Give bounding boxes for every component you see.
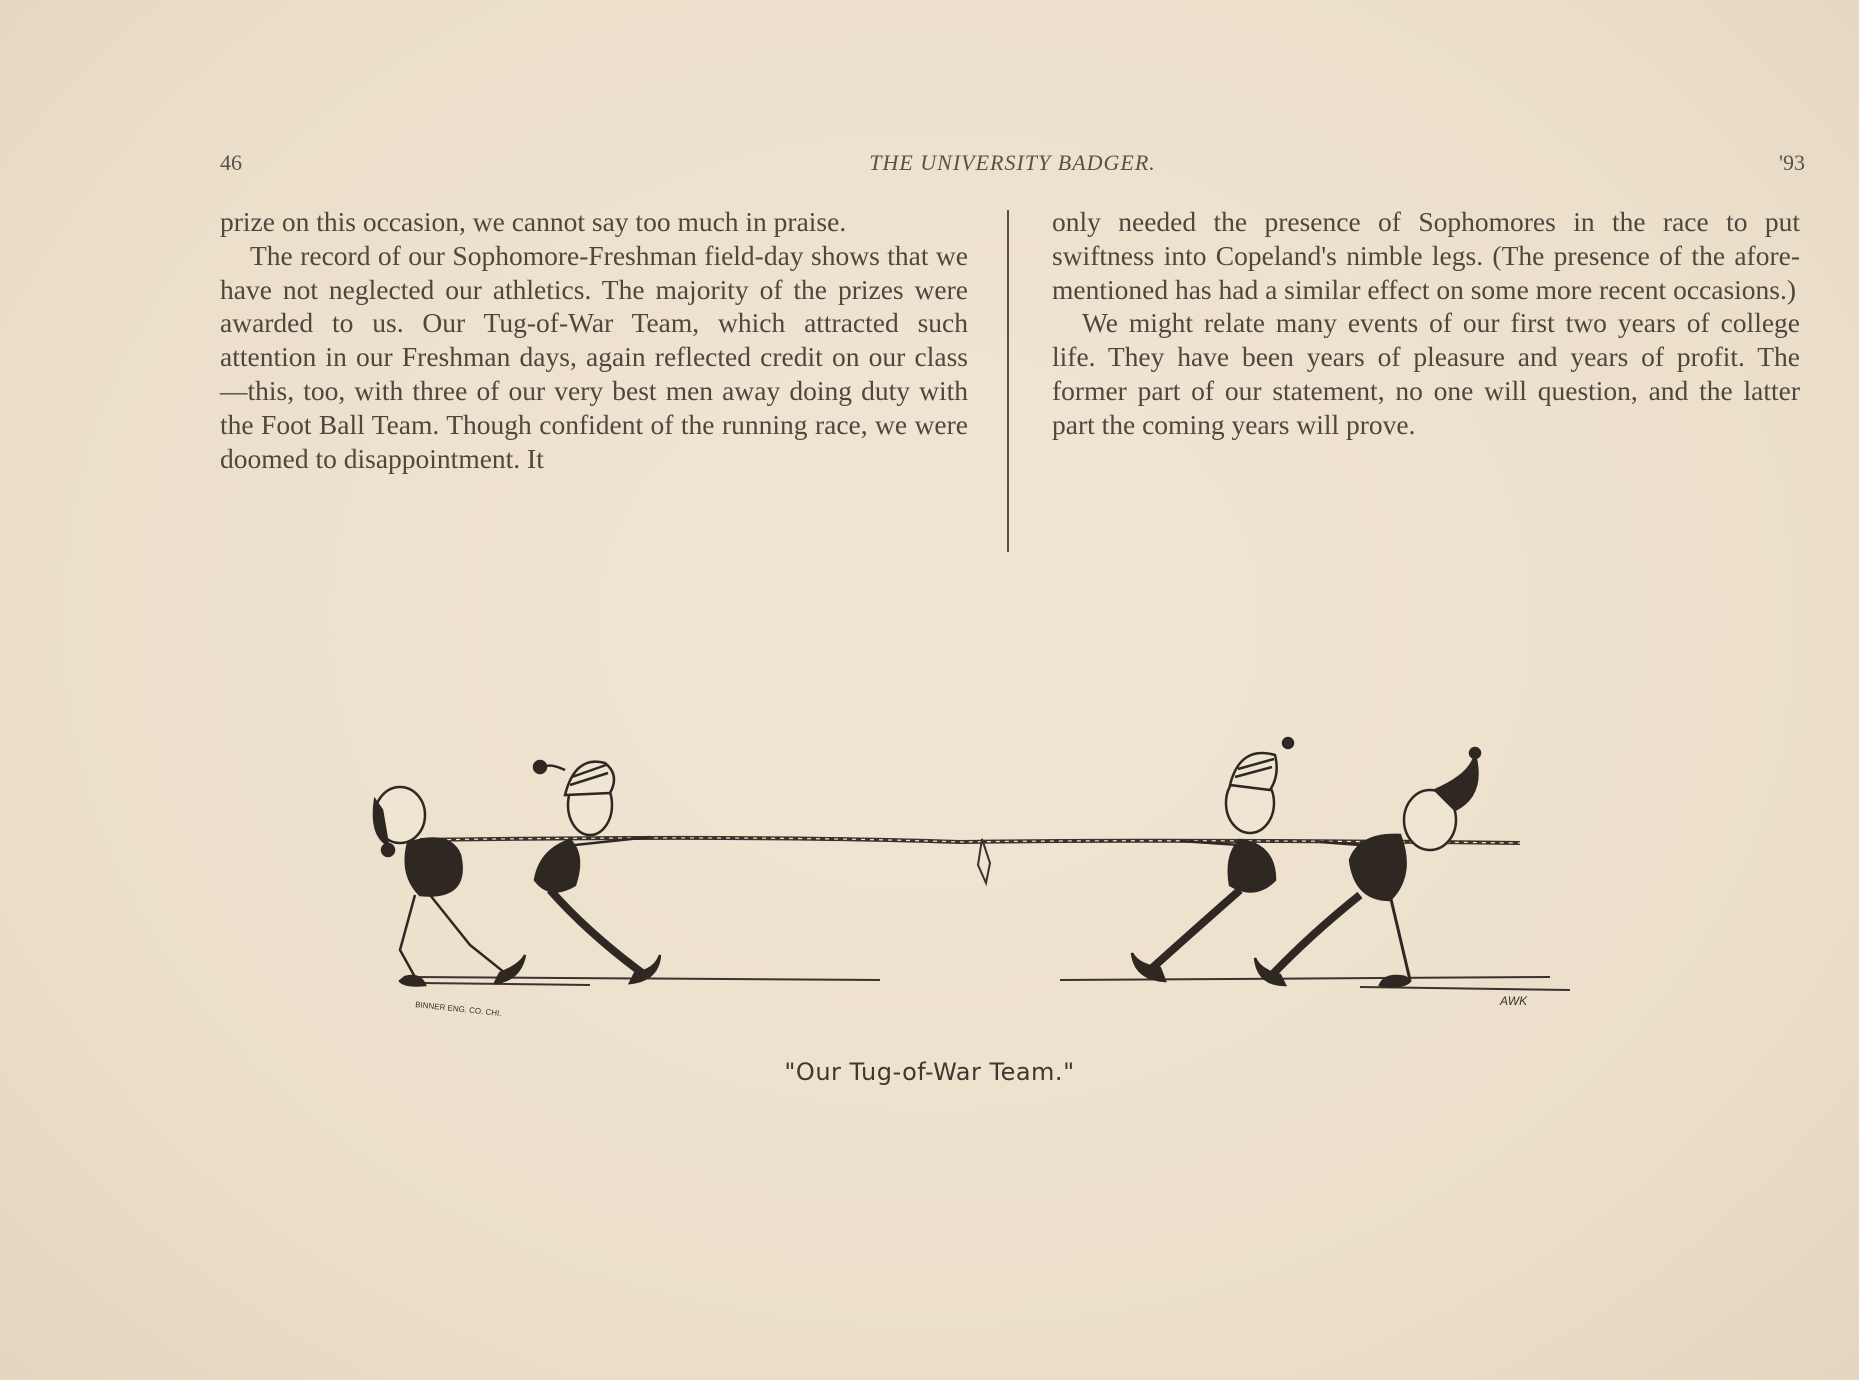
rope-marker [978,839,990,883]
year-mark: '93 [1779,150,1805,175]
page-number: 46 [220,150,242,175]
column-rule [1007,210,1009,552]
engraver-mark: BINNER ENG. CO. CHI. [414,1000,502,1019]
tug-of-war-illustration [360,715,1590,1035]
running-head [220,150,1805,180]
left-paragraph-2: The record of our Sophomore-Freshman field-day shows that we have not neglected our athletics. The majority of the prizes were awarded to us. Our Tug-of-War Team, which attracted such attention in our Freshman days, again reflected credit on our class—this, too, with three of our very best men away doing duty with the Foot Ball Team. Though confident of the running race, we were doomed to disappointment. It [220,239,968,474]
running-title: THE UNIVERSITY BADGER. [869,150,1156,175]
figure-3 [1132,738,1293,981]
right-column [1052,205,1800,442]
left-column [220,205,968,475]
left-paragraph-1: prize on this occasion, we cannot say too much in praise. [220,206,847,237]
figure-2 [534,761,660,983]
right-paragraph-2: We might relate many events of our first two years of college life. They have been years of pleasure and years of profit. The former part of our statement, no one will question, and the latter part the coming years will prove. [1052,307,1800,440]
right-paragraph-1: only needed the presence of Sophomores in the race to put swiftness into Copeland's nimble legs. (The presence of the afore-mentioned has had a similar effect on some more recent occasions.) [1052,206,1800,305]
illustration-caption: "Our Tug-of-War Team." [784,1058,1075,1086]
figure-4 [1255,748,1480,986]
figure-1 [374,787,525,986]
artist-mark: AWK [1500,994,1528,1008]
